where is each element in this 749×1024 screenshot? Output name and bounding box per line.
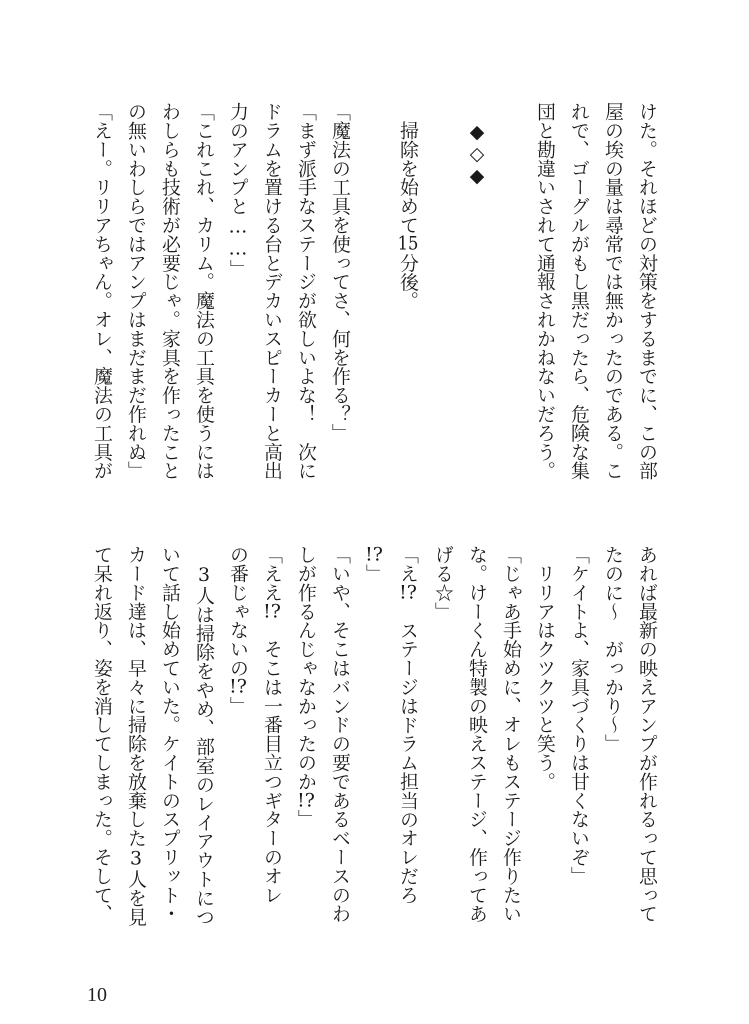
upper-column-10: 「魔法の工具を使ってさ、何を作る？」 (329, 102, 351, 443)
exclaim-question: !? (263, 601, 281, 621)
scene-break-diamonds: ◆◇◆ (466, 102, 488, 187)
scene-heading: 掃除を始めて15分後。 (397, 102, 419, 310)
upper-column-2: 屋の埃の量は尋常では無かったのである。こ (602, 102, 624, 480)
upper-column-13: 力のアンプと……」 (227, 102, 249, 279)
exclaim-question: !? (365, 545, 383, 564)
upper-column-17: 「えー。リリアちゃん。オレ、魔法の工具が (91, 102, 113, 480)
exclaim-question: !? (399, 582, 417, 602)
upper-column-3: れで、ゴーグルがもし黒だったら、危険な集 (568, 102, 590, 480)
lower-column-16: カード達は、早々に掃除を放棄した3人を見 (125, 545, 147, 927)
lower-column-10: 「いや、そこはバンドの要であるベースのわ (329, 545, 351, 923)
number-15: 15 (397, 234, 419, 254)
upper-column-11: 「まず派手なステージが欲しいよな！ 次に (295, 102, 317, 480)
lower-column-17: て呆れ返り、姿を消してしまった。そして、 (91, 545, 113, 923)
exclaim-question: !? (297, 790, 315, 810)
upper-column-16: の無いわしらではアンプはまだまだ作れぬ」 (125, 102, 147, 480)
upper-column-4: 団と勘違いされて通報されかねないだろう。 (534, 102, 556, 480)
lower-column-15: いて話し始めていた。ケイトのスプリット・ (159, 545, 181, 923)
exclaim-question: !? (229, 677, 247, 697)
lower-column-2: たのに～ がっかり～」 (602, 545, 624, 753)
lower-column-13: の番じゃないの!?」 (227, 545, 249, 716)
lower-column-6: な。けーくん特製の映えステージ、作ってあ (466, 545, 488, 923)
upper-column-15: わしらも技術が必要じゃ。家具を作ったこと (159, 102, 181, 480)
lower-column-1: あれば最新の映えアンプが作れるって思って (636, 545, 658, 923)
upper-column-1: けた。それほどの対策をするまでに、この部 (636, 102, 658, 480)
lower-column-5: 「じゃあ手始めに、オレもステージ作りたい (500, 545, 522, 923)
lower-column-14: 3人は掃除をやめ、部室のレイアウトにつ (193, 545, 215, 927)
lower-column-3: 「ケイトよ、家具づくりは甘くないぞ」 (568, 545, 590, 886)
upper-column-14: 「これこれ、カリム。魔法の工具を使うには (193, 102, 215, 480)
lower-column-8: 「え!? ステージはドラム担当のオレだろ (397, 545, 419, 905)
upper-column-12: ドラムを置ける台とデカいスピーカーと高出 (261, 102, 283, 480)
lower-column-11: しが作るんじゃなかったのか!?」 (295, 545, 317, 829)
lower-column-12: 「ええ!? そこは一番目立つギターのオレ (261, 545, 283, 905)
lower-column-7: げる☆」 (432, 545, 454, 621)
lower-column-9: !?」 (363, 545, 385, 583)
lower-column-4: リリアはクツクツと笑う。 (534, 545, 556, 791)
page-number: 10 (87, 984, 107, 1006)
